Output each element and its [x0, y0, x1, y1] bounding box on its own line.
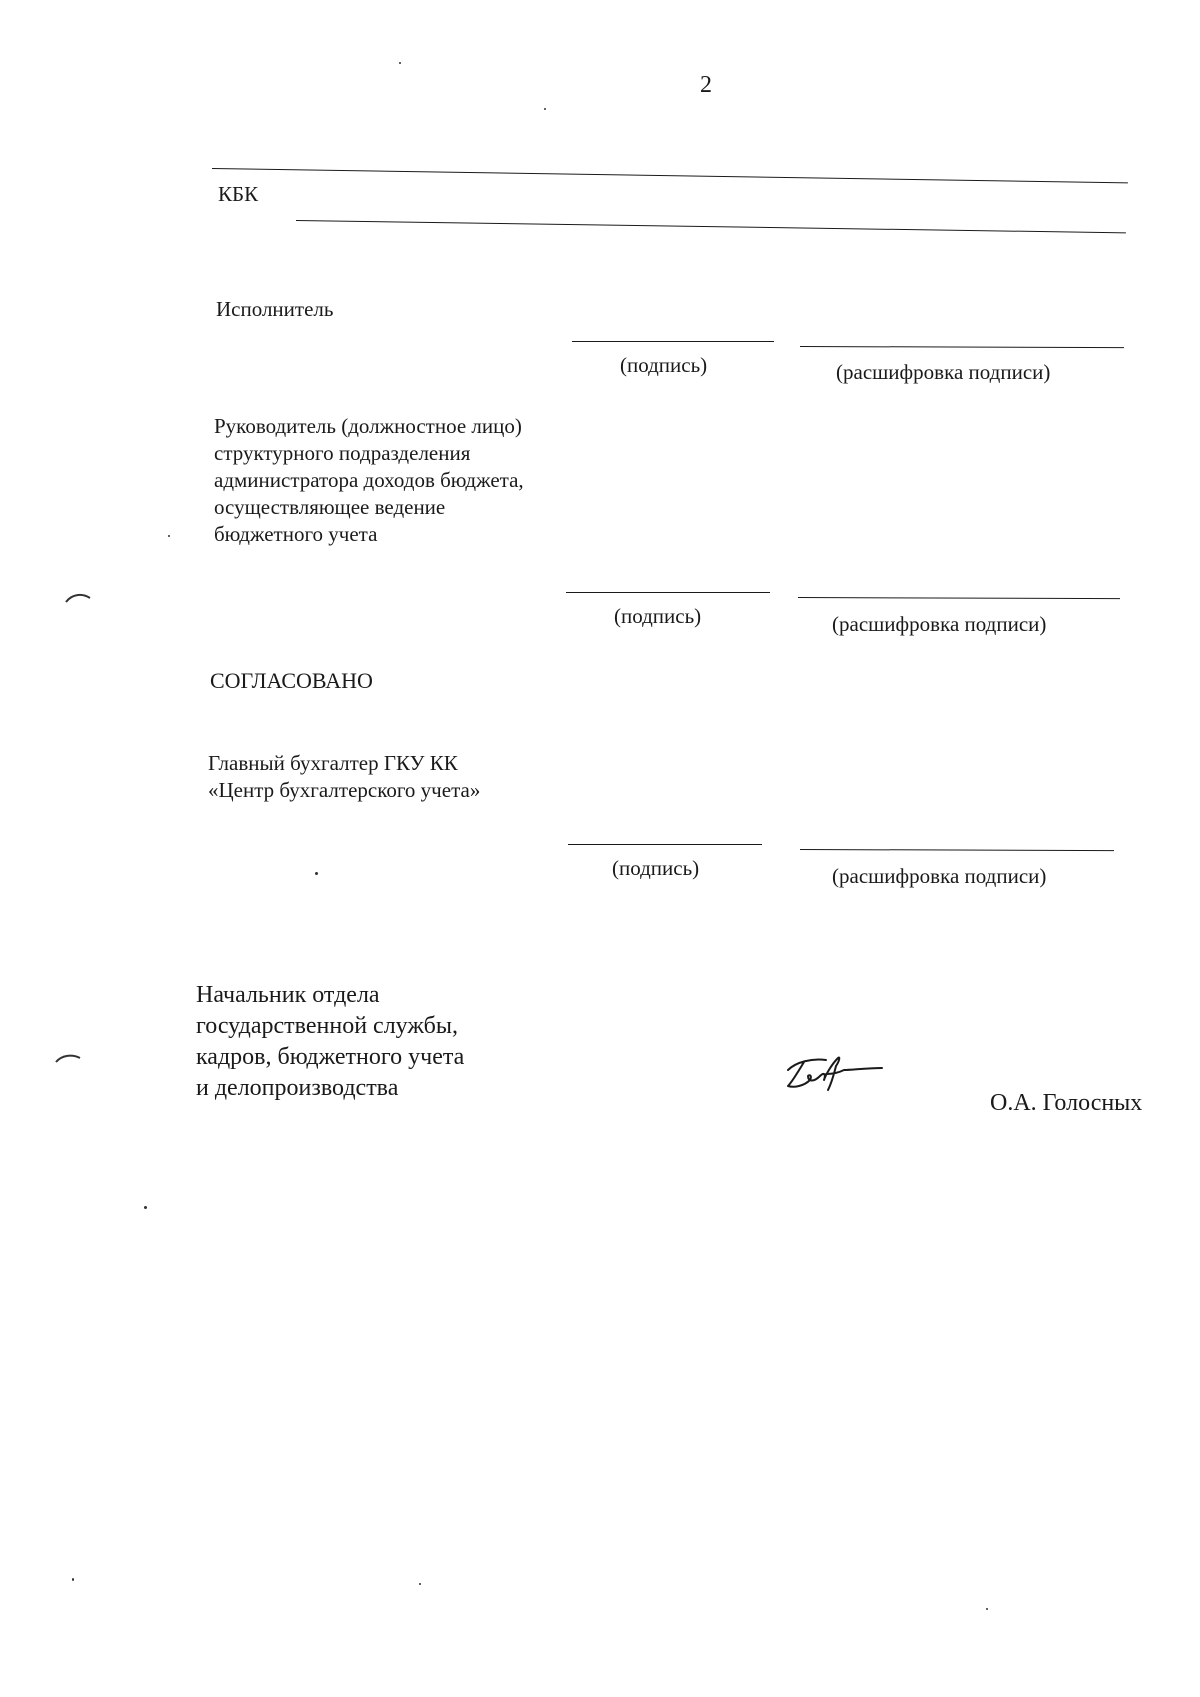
- head-decode-line: [798, 597, 1120, 599]
- chief-accountant-signature-caption: (подпись): [612, 856, 700, 880]
- agreed-label: СОГЛАСОВАНО: [210, 668, 373, 693]
- handwritten-signature: [782, 1052, 892, 1104]
- chief-accountant-line: «Центр бухгалтерского учета»: [208, 778, 481, 802]
- executor-signature-line: [572, 341, 774, 342]
- head-signature-caption: (подпись): [614, 604, 702, 628]
- head-title-line: Руководитель (должностное лицо): [214, 414, 522, 438]
- chief-accountant-title: [208, 750, 480, 804]
- chief-accountant-line: Главный бухгалтер ГКУ КК: [208, 751, 458, 775]
- head-title-line: бюджетного учета: [214, 522, 378, 546]
- scan-speck: [419, 1583, 421, 1585]
- scan-speck: [544, 108, 546, 110]
- scan-speck: [315, 872, 318, 875]
- executor-signature-caption: (подпись): [620, 353, 708, 377]
- head-signature-line: [566, 592, 770, 593]
- scan-speck: [168, 535, 170, 537]
- scan-speck: [72, 1578, 74, 1581]
- signatory-title-line: и делопроизводства: [196, 1075, 399, 1101]
- kbk-top-rule: [212, 168, 1128, 183]
- margin-mark: [54, 1050, 82, 1064]
- scan-speck: [399, 62, 401, 64]
- head-decode-caption: (расшифровка подписи): [832, 612, 1047, 636]
- margin-mark: [64, 590, 92, 604]
- kbk-label: КБК: [218, 182, 259, 206]
- signatory-title-line: кадров, бюджетного учета: [196, 1044, 465, 1070]
- chief-accountant-decode-line: [800, 849, 1114, 851]
- scan-speck: [986, 1608, 988, 1610]
- executor-decode-caption: (расшифровка подписи): [836, 360, 1051, 384]
- signatory-name: О.А. Голосных: [990, 1090, 1143, 1116]
- signatory-title-line: государственной службы,: [196, 1013, 458, 1039]
- head-title: [214, 413, 524, 548]
- executor-label: Исполнитель: [216, 297, 334, 321]
- head-title-line: структурного подразделения: [214, 441, 471, 465]
- signatory-title: [196, 980, 464, 1104]
- head-title-line: администратора доходов бюджета,: [214, 468, 524, 492]
- page-number: 2: [700, 72, 712, 98]
- head-title-line: осуществляющее ведение: [214, 495, 446, 519]
- kbk-field-rule: [296, 220, 1126, 233]
- signatory-title-line: Начальник отдела: [196, 982, 380, 1008]
- scan-speck: [144, 1206, 147, 1209]
- chief-accountant-signature-line: [568, 844, 762, 845]
- chief-accountant-decode-caption: (расшифровка подписи): [832, 864, 1047, 888]
- executor-decode-line: [800, 346, 1124, 348]
